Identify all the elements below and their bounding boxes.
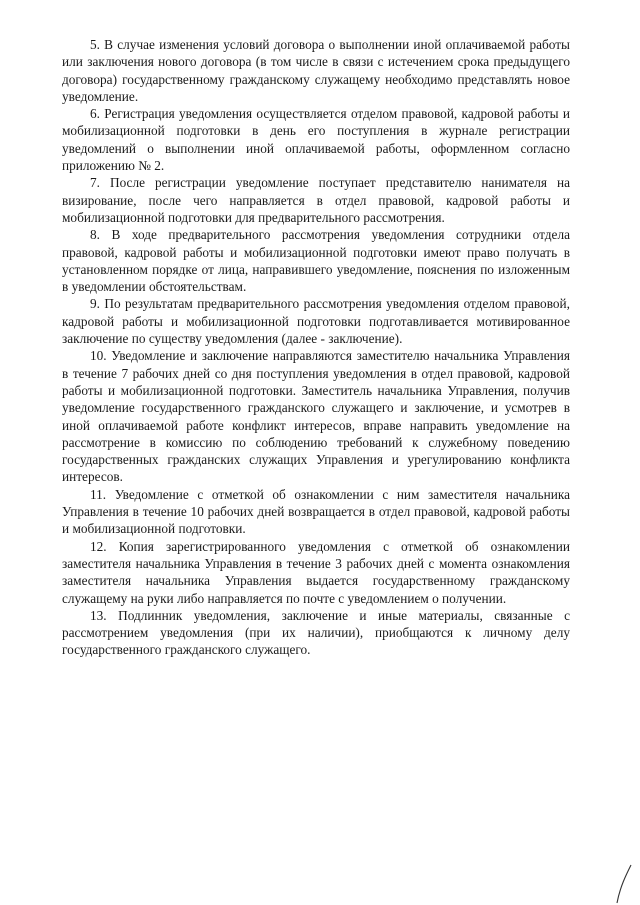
- paragraph-13: 13. Подлинник уведомления, заключение и иные материалы, связанные с рассмотрением уведомления (при их наличии), приобщаются к личному делу государственного гражданского служащего.: [62, 607, 570, 658]
- paragraph-8: 8. В ходе предварительного рассмотрения уведомления сотрудники отдела правовой, кадровой работы и мобилизационной подготовки имеют право получать в установленном порядке от лица, направившего уведомление, пояснения по изложенным в уведомлении обстоятельствам.: [62, 227, 570, 295]
- pen-stroke-mark: [614, 863, 634, 905]
- paragraph-7: 7. После регистрации уведомление поступает представителю нанимателя на визирование, после чего направляется в отдел правовой, кадровой работы и мобилизационной подготовки для предварительного рассмотрения.: [62, 175, 570, 225]
- paragraph-6: 6. Регистрация уведомления осуществляется отделом правовой, кадровой работы и мобилизационной подготовки в день его поступления в журнале регистрации уведомлений о выполнении иной оплачиваемой работы, оформленном согласно приложению № 2.: [62, 106, 570, 174]
- paragraph-5: 5. В случае изменения условий договора о выполнении иной оплачиваемой работы или заключения нового договора (в том числе в связи с истечением срока предыдущего договора) государственному гражданскому служащему необходимо представлять новое уведомление.: [62, 37, 570, 104]
- paragraph-9: 9. По результатам предварительного рассмотрения уведомления отделом правовой, кадровой работы и мобилизационной подготовки подготавливается мотивированное заключение по существу уведомления (далее - заключение).: [62, 296, 570, 347]
- paragraph-10: 10. Уведомление и заключение направляются заместителю начальника Управления в течение 7 рабочих дней со дня поступления уведомления в отдел правовой, кадровой работы и мобилизационной подготовки. Заместитель начальника Управления, получив уведомление государственного гражданского служащего и заключение, и усмотрев в иной оплачиваемой работе конфликт интересов, вправе направить уведомление на рассмотрение в комиссию по соблюдению требований к служебному поведению государственных гражданских служащих Управления и урегулированию конфликта интересов.: [62, 348, 570, 485]
- paragraph-11: 11. Уведомление с отметкой об ознакомлении с ним заместителя начальника Управления в течение 10 рабочих дней возвращается в отдел правовой, кадровой работы и мобилизационной подготовки.: [62, 486, 570, 537]
- paragraph-12: 12. Копия зарегистрированного уведомления с отметкой об ознакомлении заместителя начальника Управления в течение 3 рабочих дней с момента ознакомления заместителя начальника Управления выдается государственному гражданскому служащему на руки либо направляется по почте с уведомлением о получении.: [62, 538, 570, 606]
- document-body: [62, 36, 570, 659]
